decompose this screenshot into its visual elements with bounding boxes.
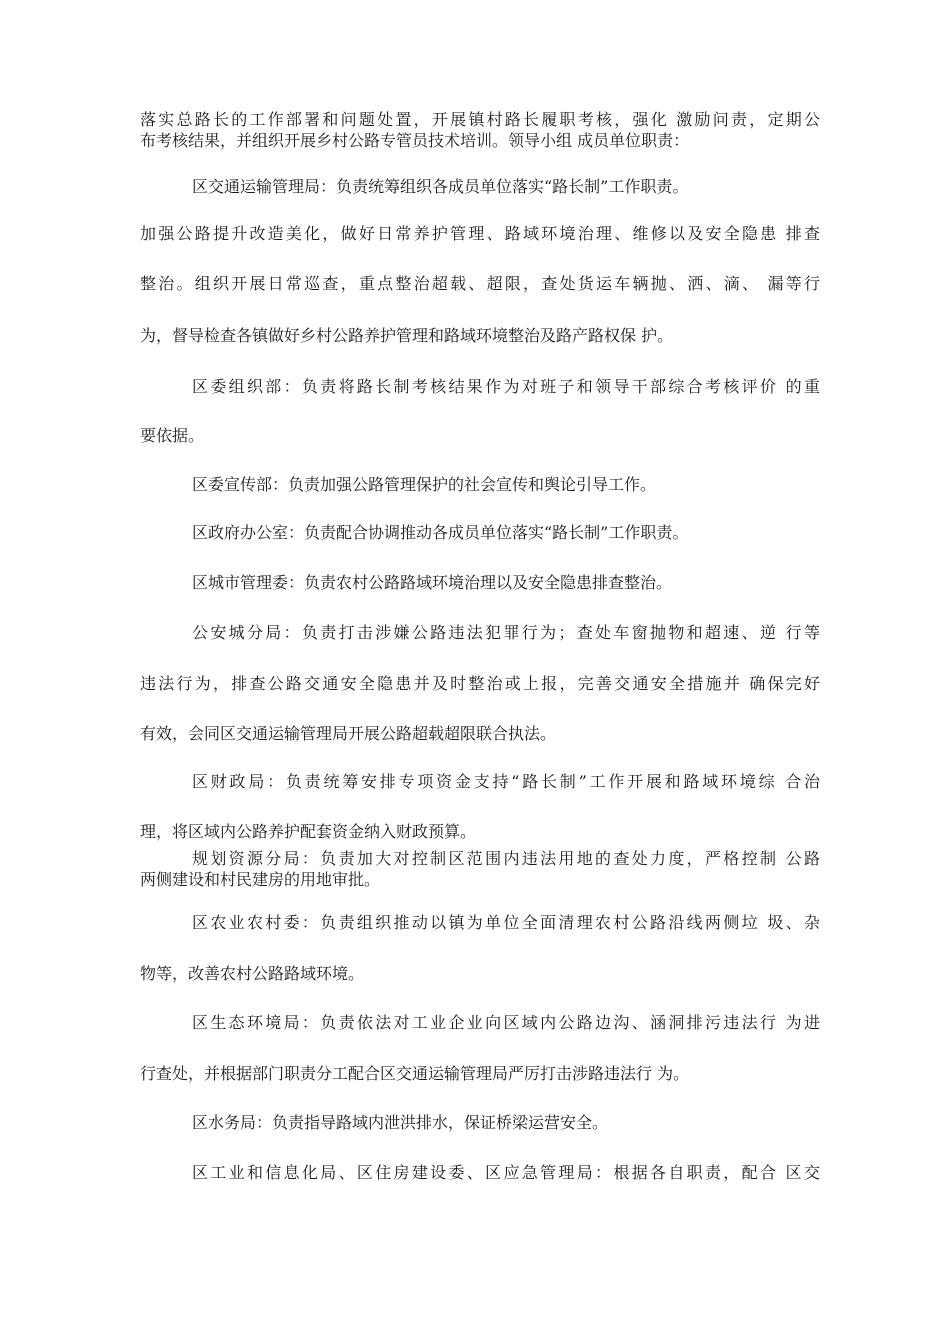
paragraph-heading: 公安城分局：负责打击涉嫌公路违法犯罪行为；查处车窗抛物和超速、逆 行等: [192, 623, 820, 642]
paragraph-heading: 区委宣传部：负责加强公路管理保护的社会宣传和舆论引导工作。: [192, 475, 657, 494]
text-line: 布考核结果，并组织开展乡村公路专管员技术培训。领导小组 成员单位职责：: [140, 131, 690, 150]
text-line: 要依据。: [140, 426, 205, 445]
text-line: 两侧建设和村民建房的用地审批。: [140, 870, 381, 889]
text-line: 落实总路长的工作部署和问题处置，开展镇村路长履职考核，强化 激励问责，定期公: [140, 110, 820, 129]
text-line: 违法行为，排查公路交通安全隐患并及时整治或上报，完善交通安全措施并 确保完好: [140, 674, 820, 693]
text-line: 行查处，并根据部门职责分工配合区交通运输管理局严厉打击涉路违法行 为。: [140, 1064, 690, 1083]
paragraph-heading: 区交通运输管理局：负责统筹组织各成员单位落实“路长制”工作职责。: [192, 177, 689, 196]
paragraph-heading: 区水务局：负责指导路域内泄洪排水，保证桥梁运营安全。: [192, 1113, 609, 1132]
paragraph-heading: 区生态环境局：负责依法对工业企业向区域内公路边沟、涵洞排污违法行 为进: [192, 1013, 820, 1032]
paragraph-heading: 区财政局：负责统筹安排专项资金支持“路长制”工作开展和路域环境综 合治: [192, 772, 820, 791]
paragraph-heading: 区委组织部：负责将路长制考核结果作为对班子和领导干部综合考核评价 的重: [192, 377, 820, 396]
paragraph-heading: 规划资源分局：负责加大对控制区范围内违法用地的查处力度，严格控制 公路: [192, 849, 820, 868]
text-line: 加强公路提升改造美化，做好日常养护管理、路域环境治理、维修以及安全隐患 排查: [140, 224, 820, 243]
text-line: 为，督导检查各镇做好乡村公路养护管理和路域环境整治及路产路权保 护。: [140, 326, 674, 345]
paragraph-heading: 区工业和信息化局、区住房建设委、区应急管理局：根据各自职责，配合 区交: [192, 1163, 820, 1182]
paragraph-heading: 区农业农村委：负责组织推动以镇为单位全面清理农村公路沿线两侧垃 圾、杂: [192, 913, 820, 932]
text-line: 有效，会同区交通运输管理局开展公路超载超限联合执法。: [140, 724, 557, 743]
text-line: 整治。组织开展日常巡查，重点整治超载、超限，查处货运车辆抛、洒、滴、 漏等行: [140, 274, 820, 293]
paragraph-heading: 区城市管理委：负责农村公路路域环境治理以及安全隐患排查整治。: [192, 573, 673, 592]
paragraph-heading: 区政府办公室：负责配合协调推动各成员单位落实“路长制”工作职责。: [192, 523, 689, 542]
text-line: 理，将区域内公路养护配套资金纳入财政预算。: [140, 822, 477, 841]
text-line: 物等，改善农村公路路域环境。: [140, 964, 365, 983]
